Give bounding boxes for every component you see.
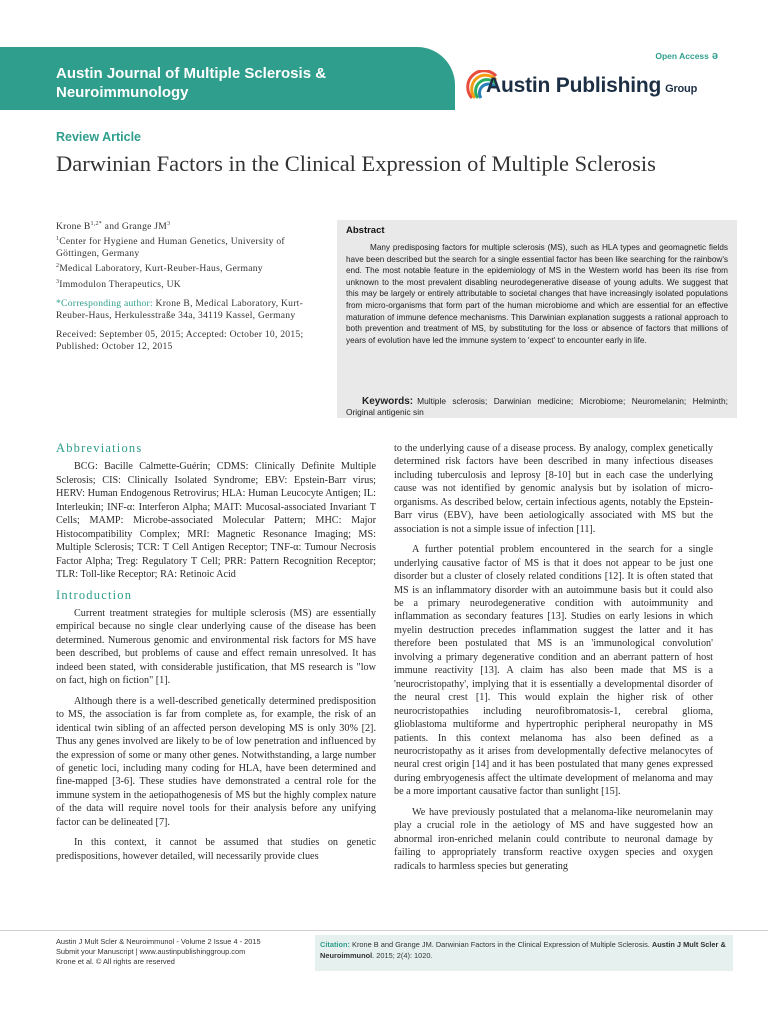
journal-title: Austin Journal of Multiple Sclerosis & Neuroimmunology xyxy=(56,65,327,101)
keywords xyxy=(346,396,728,418)
abbreviations-heading: Abbreviations xyxy=(56,441,143,455)
article-type: Review Article xyxy=(56,130,141,144)
author-2: and Grange JM xyxy=(102,221,168,233)
publisher-name-text: Austin Publishing xyxy=(486,74,662,97)
corresponding-label: *Corresponding author: xyxy=(56,297,153,309)
open-access-text: Open Access xyxy=(655,51,709,61)
affiliation-3 xyxy=(56,276,326,291)
affiliation-sup: 1 xyxy=(56,236,60,243)
corresponding-text: Krone B, Medical Laboratory, Kurt-Reuber-Haus, Herkulesstraße 34a, 34119 Kassel, Germany xyxy=(56,297,304,321)
author-1-sup: 1,2* xyxy=(90,221,103,227)
intro-paragraph: Current treatment strategies for multiple sclerosis (MS) are essentially empirical because no single clear underlying cause of the disease has been determined. Numerous genomic and environmental risk factors for MS have been described, but problems of cause and effect remain unresolved. It has indeed been stated, with considerable justification, that MS research is "low on fact, high on fiction" [1]. xyxy=(56,607,376,687)
author-1: Krone B xyxy=(56,221,91,233)
publisher-name xyxy=(486,74,697,98)
citation-box xyxy=(315,935,733,971)
citation-label: Citation: xyxy=(320,940,350,949)
affiliation-text: Medical Laboratory, Kurt-Reuber-Haus, Germany xyxy=(59,263,263,275)
introduction-heading: Introduction xyxy=(56,587,133,602)
abstract-heading: Abstract xyxy=(346,225,385,236)
affiliation-sup: 2 xyxy=(56,263,60,270)
authors xyxy=(56,218,326,233)
citation-journal: Austin J Mult Scler & Neuroimmunol xyxy=(320,940,726,960)
abbreviations-text: BCG: Bacille Calmette-Guérin; CDMS: Clinically Definite Multiple Sclerosis; CIS: Clinically Isolated Syndrome; EBV: Epstein-Barr virus; HERV: Human Endogenous Retrovirus; HLA: Human Leucocyte Antigen; IL: Interleukin; INF-α: Interferon Alpha; MAIT: Mucosal-associated Invariant T Cells; MAMP: Microbe-associated Molecular Pattern; MHC: Major Histocompatibility Complex; MRI: Magnetic Resonance Imaging; MS: Multiple Sclerosis; TCR: T Cell Antigen Receptor; TNF-α: Tumour Necrosis Factor Alpha; Treg: Regulatory T Cell; PRR: Pattern Recognition Receptor; TLR: Toll-like Receptor; RA: Retinoic Acid xyxy=(56,461,376,581)
body-paragraph: to the underlying cause of a disease process. By analogy, complex genetically determined risk factors have been described in many infectious diseases including tuberculosis and leprosy [8-10] but in each case the underlying cause was not identified by genomic analysis but by isolation of micro-organisms. As described below, certain infectious agents, notably the Epstein-Barr virus (EBV), have been aetiologically associated with MS but the association is not a simple issue of infection [11]. xyxy=(394,443,713,535)
publisher-logo xyxy=(466,70,726,106)
author-2-sup: 3 xyxy=(167,221,171,227)
affiliation-sup: 3 xyxy=(56,278,60,285)
footer-submit-link[interactable]: Submit your Manuscript | www.austinpublishinggroup.com xyxy=(56,947,246,956)
abstract-box xyxy=(337,220,737,418)
open-lock-icon: ə xyxy=(711,50,718,62)
body-paragraph: We have previously postulated that a melanoma-like neuromelanin may play a crucial role in the aetiology of MS and have suggested how an abnormal iron-enriched melanin could contribute to neuronal damage by failing to appropriately transform reactive oxygen species and oxygen radicals to harmless species but generating xyxy=(394,806,713,872)
abstract-text: Many predisposing factors for multiple sclerosis (MS), such as HLA types and geomagnetic fields have been described but the search for a single essential factor has been like searching for the rainbow's end. The most notable feature in the epidemiology of MS in the Western world has been its rise from unknown to the most prevalent disabling neurodegenerative disease of young adults. We suggest that this may be largely or entirely attributable to societal changes that have increasingly isolated populations from micro-organisms that form part of the human microbiome and which are essential for an effective maturation of immune defence mechanisms. This Darwinian explanation suggests a rational approach to both prevention and treatment of MS, by substituting for the loss or absence of factors that millions of years of evolution have led the immune system to 'expect' to encounter early in life. xyxy=(346,243,728,345)
article-title: Darwinian Factors in the Clinical Expression of Multiple Sclerosis xyxy=(56,151,656,176)
intro-paragraph: Although there is a well-described genetically determined predisposition to MS, the association is far from complete as, for example, the risk of an identical twin sibling of an affected person developing MS is only 30% [2]. Thus any genes involved are likely to be of low penetration and influenced by the expression of some or many other genes. Notwithstanding, a large number of genetic loci, including many coding for HLA, have been determined and fine-mapped [3-6]. These studies have demonstrated a central role for the immune system in the aetiopathogenesis of MS but the highly complex nature of the data will require novel tools for their analysis before any unifying factor can be delineated [7]. xyxy=(56,695,376,828)
left-column xyxy=(56,442,376,870)
footer-divider xyxy=(0,930,768,931)
body-paragraph: A further potential problem encountered in the search for a single underlying causative factor of MS is that it does not appear to be just one disorder but a cluster of closely related conditions [12]. It is often stated that MS is an inflammatory disorder with an autoimmune basis but it could also be a primary neurodegenerative condition with autoimmunity and inflammation as secondary features [13]. Studies on early lesions in which myelin destruction precedes inflammation suggest the latter and it has therefore been postulated that MS is an 'immunological convolution' involving a primary degenerative condition and an aberrant pattern of host immune reactivity [13]. A claim has also been made that MS is a 'neurocristopathy', implying that it is essentially a developmental disorder of the neural crest [1]. This would explain the higher risk of other neurocristopathies including neurofibromatosis-1, cerebral glioma, glioblastoma multiforme and hypertrophic peripheral neuropathy in MS patients. In this context melanoma has also been defined as a neurocristopathy as it arises from developmentally defective melanocytes of neural crest origin [14] and it has been postulated that many genes expressed during embryogenesis affect the ultimate development of melanoma and may be a more important causative factor than sunlight [15]. xyxy=(394,544,713,798)
keywords-label: Keywords: xyxy=(362,396,414,407)
article-dates: Received: September 05, 2015; Accepted: October 10, 2015; Published: October 12, 2015 xyxy=(56,328,304,352)
publisher-group: Group xyxy=(665,83,698,95)
affiliation-text: Immodulon Therapeutics, UK xyxy=(59,278,181,290)
intro-paragraph: In this context, it cannot be assumed that studies on genetic predispositions, however detailed, will necessarily provide clues xyxy=(56,837,376,862)
citation-tail: . 2015; 2(4): 1020. xyxy=(372,951,433,960)
footer-journal-info xyxy=(56,937,306,967)
affiliation-2 xyxy=(56,260,326,275)
article-metadata xyxy=(56,218,326,353)
footer-copyright: Krone et al. © All rights are reserved xyxy=(56,957,175,966)
corresponding-author xyxy=(56,298,326,322)
right-column xyxy=(394,442,713,880)
open-access-label xyxy=(628,50,718,62)
footer-volume: Austin J Mult Scler & Neuroimmunol - Volume 2 Issue 4 - 2015 xyxy=(56,937,261,946)
keywords-text: Multiple sclerosis; Darwinian medicine; Microbiome; Neuromelanin; Helminth; Original antigenic sin xyxy=(346,396,728,417)
affiliation-1 xyxy=(56,233,326,260)
citation-text: Krone B and Grange JM. Darwinian Factors in the Clinical Expression of Multiple Sclerosis. xyxy=(349,940,652,949)
affiliation-text: Center for Hygiene and Human Genetics, University of Göttingen, Germany xyxy=(56,236,285,260)
